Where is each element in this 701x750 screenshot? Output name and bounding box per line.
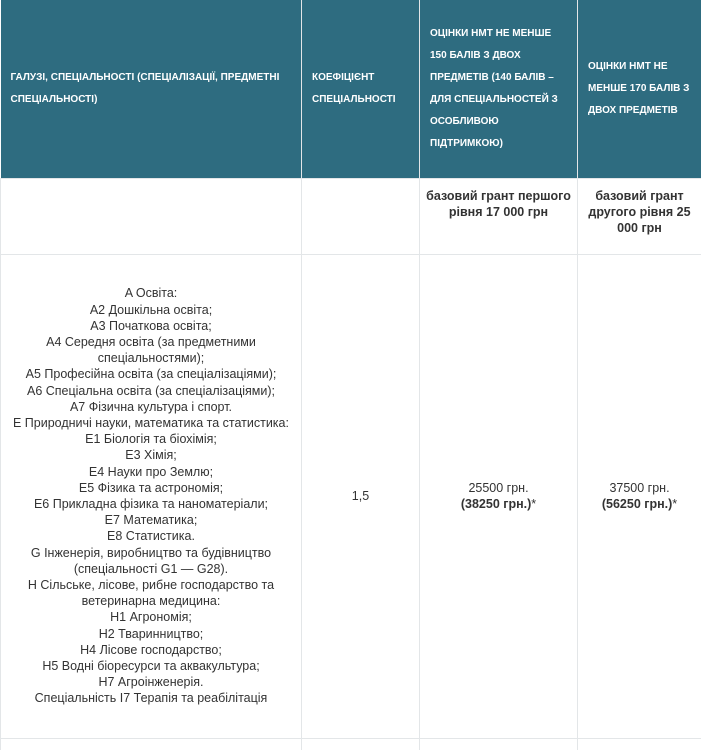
specialty-line: A2 Дошкільна освіта; (5, 302, 297, 318)
specialty-line: E6 Прикладна фізика та наноматеріали; (5, 496, 297, 512)
amount-bonus-line (582, 496, 697, 512)
amount-bonus: (38250 грн.) (461, 497, 531, 511)
specialty-line: A4 Середня освіта (за предметними спеціальностями); (5, 334, 297, 366)
amount-170-cell (578, 254, 701, 738)
table-row (1, 738, 701, 750)
specialty-line: E8 Статистика. (5, 528, 297, 544)
empty-cell (302, 738, 420, 750)
specialty-line: E5 Фізика та астрономія; (5, 480, 297, 496)
specialty-line: A Освіта: (5, 285, 297, 301)
specialty-line: A5 Професійна освіта (за спеціалізаціями); (5, 366, 297, 382)
specialty-line: E Природничі науки, математика та статистика: (5, 415, 297, 431)
specialty-line: G Інженерія, виробництво та будівництво (спеціальності G1 — G28). (5, 545, 297, 577)
footnote-mark: * (672, 497, 677, 511)
amount-bonus: (56250 грн.) (602, 497, 672, 511)
table-row (1, 254, 701, 738)
table-header-row (1, 0, 701, 178)
empty-cell (1, 178, 302, 254)
amount-bonus-line (424, 496, 573, 512)
specialty-line: H2 Тваринництво; (5, 626, 297, 642)
empty-cell (578, 738, 701, 750)
coefficient-cell: 1,5 (302, 254, 420, 738)
specialty-line: Спеціальність I7 Терапія та реабілітація (5, 690, 297, 706)
specialty-line: A6 Спеціальна освіта (за спеціалізаціями); (5, 383, 297, 399)
grant-level-1: базовий грант першого рівня 17 000 грн (420, 178, 578, 254)
specialty-line: E1 Біологія та біохімія; (5, 431, 297, 447)
specialty-line: A7 Фізична культура і спорт. (5, 399, 297, 415)
specialty-line: E7 Математика; (5, 512, 297, 528)
specialty-line: H5 Водні біоресурси та аквакультура; (5, 658, 297, 674)
empty-cell (302, 178, 420, 254)
header-score-150: ОЦІНКИ НМТ НЕ МЕНШЕ 150 БАЛІВ З ДВОХ ПРЕДМЕТІВ (140 БАЛІВ – ДЛЯ СПЕЦІАЛЬНОСТЕЙ З ОСОБЛИВОЮ ПІДТРИМКОЮ) (420, 0, 578, 178)
specialty-line: H Сільське, лісове, рибне господарство та ветеринарна медицина: (5, 577, 297, 609)
specialty-line: E4 Науки про Землю; (5, 464, 297, 480)
specialty-line: E3 Хімія; (5, 447, 297, 463)
specialty-line: H1 Агрономія; (5, 609, 297, 625)
specialty-line: H7 Агроінженерія. (5, 674, 297, 690)
specialties-cell (1, 254, 302, 738)
specialty-line: H4 Лісове господарство; (5, 642, 297, 658)
header-score-170: ОЦІНКИ НМТ НЕ МЕНШЕ 170 БАЛІВ З ДВОХ ПРЕДМЕТІВ (578, 0, 701, 178)
footnote-mark: * (531, 497, 536, 511)
amount-base: 37500 грн. (582, 480, 697, 496)
header-specialties: ГАЛУЗІ, СПЕЦІАЛЬНОСТІ (СПЕЦІАЛІЗАЦІЇ, ПРЕДМЕТНІ СПЕЦІАЛЬНОСТІ) (1, 0, 302, 178)
empty-cell (1, 738, 302, 750)
table-row (1, 178, 701, 254)
amount-base: 25500 грн. (424, 480, 573, 496)
header-coefficient: КОЕФІЦІЄНТ СПЕЦІАЛЬНОСТІ (302, 0, 420, 178)
amount-150-cell (420, 254, 578, 738)
specialty-line: A3 Початкова освіта; (5, 318, 297, 334)
grant-level-2: базовий грант другого рівня 25 000 грн (578, 178, 701, 254)
empty-cell (420, 738, 578, 750)
